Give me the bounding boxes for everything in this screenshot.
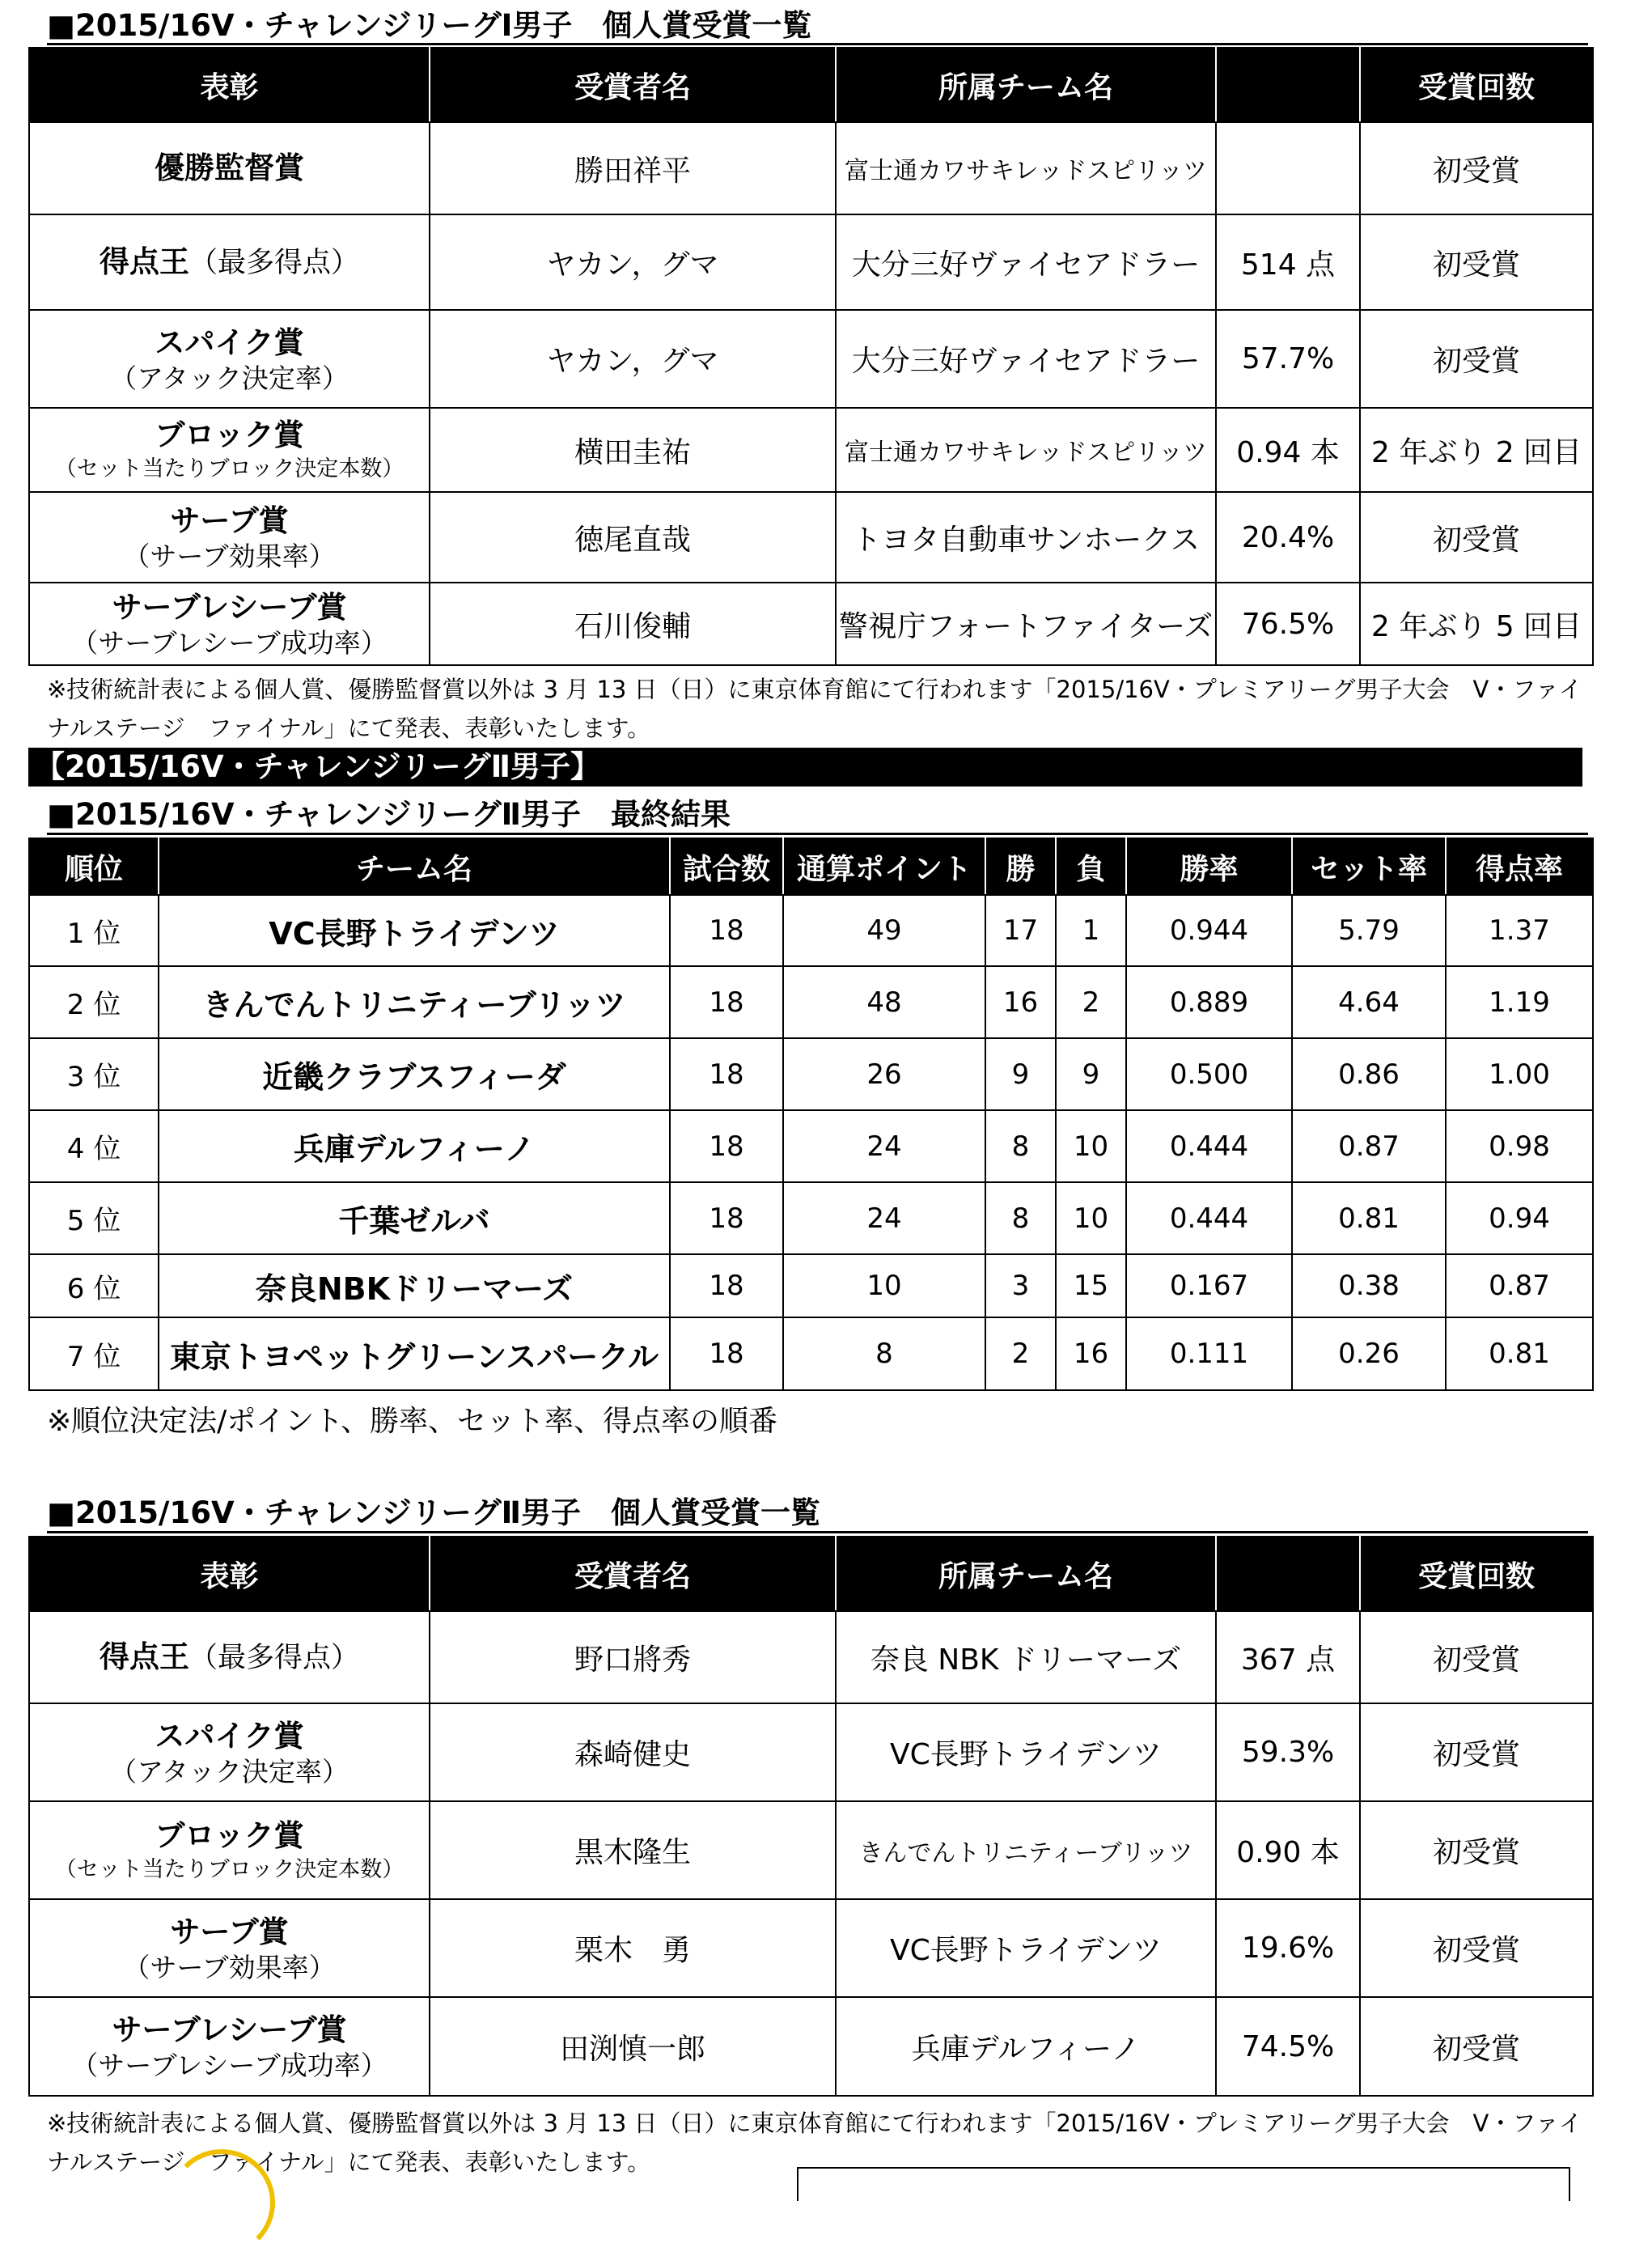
wins: 9 xyxy=(985,1038,1056,1110)
award-cell xyxy=(29,310,430,408)
set-rate: 5.79 xyxy=(1292,895,1446,966)
award-count: 初受賞 xyxy=(1360,1899,1593,1997)
header-team: 所属チーム名 xyxy=(836,1537,1216,1611)
losses: 16 xyxy=(1056,1317,1126,1390)
points: 49 xyxy=(783,895,985,966)
award-name: 得点王 xyxy=(99,1639,189,1674)
award-name-line xyxy=(30,416,429,455)
section3-title: ■2015/16V・チャレンジリーグⅡ男子 個人賞受賞一覧 xyxy=(47,1495,820,1530)
team-name: 兵庫デルフィーノ xyxy=(159,1110,670,1182)
header-count: 受賞回数 xyxy=(1360,1537,1593,1611)
award-name: ブロック賞 xyxy=(155,418,304,452)
standings-row xyxy=(29,1182,1593,1254)
award-name: サーブレシーブ賞 xyxy=(112,2012,347,2047)
header-stat xyxy=(1216,48,1360,122)
award-criteria: （セット当たりブロック決定本数） xyxy=(54,1856,405,1882)
stat-value: 0.90 本 xyxy=(1216,1801,1360,1899)
award-row xyxy=(29,214,1593,310)
team-name: VC長野トライデンツ xyxy=(836,1899,1216,1997)
games: 18 xyxy=(670,966,783,1038)
award-cell xyxy=(29,1997,430,2096)
award-row xyxy=(29,1703,1593,1801)
section3-header-row xyxy=(29,1537,1593,1611)
header-stat xyxy=(1216,1537,1360,1611)
award-cell xyxy=(29,1801,430,1899)
award-row xyxy=(29,122,1593,214)
header-count: 受賞回数 xyxy=(1360,48,1593,122)
award-count: 初受賞 xyxy=(1360,214,1593,310)
standings-row xyxy=(29,1038,1593,1110)
team-name: きんでんトリニティーブリッツ xyxy=(836,1801,1216,1899)
header-win-rate: 勝率 xyxy=(1126,838,1292,895)
point-rate: 0.87 xyxy=(1446,1254,1593,1317)
win-rate: 0.944 xyxy=(1126,895,1292,966)
award-count: 初受賞 xyxy=(1360,492,1593,583)
point-rate: 1.19 xyxy=(1446,966,1593,1038)
award-name-line xyxy=(30,1638,429,1677)
team-name: 奈良NBKドリーマーズ xyxy=(159,1254,670,1317)
team-name: 東京トヨペットグリーンスパークル xyxy=(159,1317,670,1390)
award-name: ブロック賞 xyxy=(155,1817,304,1853)
header-set-rate: セット率 xyxy=(1292,838,1446,895)
stat-value: 0.94 本 xyxy=(1216,408,1360,492)
award-row xyxy=(29,583,1593,665)
wins: 2 xyxy=(985,1317,1056,1390)
section3-award-table xyxy=(28,1536,1594,2097)
award-criteria: （サーブレシーブ成功率） xyxy=(71,627,388,659)
losses: 9 xyxy=(1056,1038,1126,1110)
stat-value: 514 点 xyxy=(1216,214,1360,310)
award-row xyxy=(29,310,1593,408)
award-count: 2 年ぶり 2 回目 xyxy=(1360,408,1593,492)
team-name: 千葉ゼルバ xyxy=(159,1182,670,1254)
wins: 8 xyxy=(985,1110,1056,1182)
point-rate: 0.98 xyxy=(1446,1110,1593,1182)
wins: 8 xyxy=(985,1182,1056,1254)
section2-rule xyxy=(47,833,1588,835)
losses: 15 xyxy=(1056,1254,1126,1317)
header-team: 所属チーム名 xyxy=(836,48,1216,122)
set-rate: 0.38 xyxy=(1292,1254,1446,1317)
logo-fragment xyxy=(168,2149,275,2256)
section3-rule xyxy=(47,1531,1588,1533)
award-name-line xyxy=(30,1817,429,1855)
header-team-name: チーム名 xyxy=(159,838,670,895)
team-name: VC長野トライデンツ xyxy=(159,895,670,966)
recipient-name: 田渕慎一郎 xyxy=(430,1997,836,2096)
award-name: 優勝監督賞 xyxy=(155,151,304,185)
team-name: 近畿クラブスフィーダ xyxy=(159,1038,670,1110)
award-count: 初受賞 xyxy=(1360,1703,1593,1801)
award-count: 初受賞 xyxy=(1360,1611,1593,1703)
award-criteria: （サーブ効果率） xyxy=(123,1951,336,1983)
team-name: きんでんトリニティーブリッツ xyxy=(159,966,670,1038)
header-wins: 勝 xyxy=(985,838,1056,895)
recipient-name: 栗木 勇 xyxy=(430,1899,836,1997)
team-name: 富士通カワサキレッドスピリッツ xyxy=(836,122,1216,214)
award-name: スパイク賞 xyxy=(155,1718,304,1753)
set-rate: 0.81 xyxy=(1292,1182,1446,1254)
losses: 2 xyxy=(1056,966,1126,1038)
recipient-name: 森崎健史 xyxy=(430,1703,836,1801)
header-rank: 順位 xyxy=(29,838,159,895)
losses: 10 xyxy=(1056,1110,1126,1182)
award-criteria: （最多得点） xyxy=(188,246,359,279)
team-name: 大分三好ヴァイセアドラー xyxy=(836,310,1216,408)
award-name: サーブ賞 xyxy=(170,1914,289,1949)
header-award: 表彰 xyxy=(29,1537,430,1611)
header-losses: 負 xyxy=(1056,838,1126,895)
standings-row xyxy=(29,966,1593,1038)
award-name-line xyxy=(30,149,429,188)
award-name: 得点王 xyxy=(99,244,189,279)
wins: 3 xyxy=(985,1254,1056,1317)
point-rate: 1.37 xyxy=(1446,895,1593,966)
recipient-name: ヤカン，グマ xyxy=(430,214,836,310)
section2-title: ■2015/16V・チャレンジリーグⅡ男子 最終結果 xyxy=(47,797,731,832)
points: 8 xyxy=(783,1317,985,1390)
header-award: 表彰 xyxy=(29,48,430,122)
team-name: VC長野トライデンツ xyxy=(836,1703,1216,1801)
award-cell xyxy=(29,1611,430,1703)
award-count: 初受賞 xyxy=(1360,310,1593,408)
section2-note: ※順位決定法/ポイント、勝率、セット率、得点率の順番 xyxy=(47,1405,778,1438)
award-count: 初受賞 xyxy=(1360,122,1593,214)
win-rate: 0.167 xyxy=(1126,1254,1292,1317)
award-cell xyxy=(29,492,430,583)
stat-value: 367 点 xyxy=(1216,1611,1360,1703)
award-count: 初受賞 xyxy=(1360,1997,1593,2096)
section2-banner: 【2015/16V・チャレンジリーグⅡ男子】 xyxy=(28,748,1582,787)
award-name-line xyxy=(30,324,429,363)
award-name: サーブ賞 xyxy=(170,503,289,538)
set-rate: 4.64 xyxy=(1292,966,1446,1038)
section1-award-table xyxy=(28,47,1594,666)
award-name-line xyxy=(30,1913,429,1952)
recipient-name: 黒木隆生 xyxy=(430,1801,836,1899)
wins: 17 xyxy=(985,895,1056,966)
award-cell xyxy=(29,1703,430,1801)
recipient-name: 石川俊輔 xyxy=(430,583,836,665)
games: 18 xyxy=(670,1110,783,1182)
stat-value: 20.4% xyxy=(1216,492,1360,583)
losses: 1 xyxy=(1056,895,1126,966)
stat-value: 57.7% xyxy=(1216,310,1360,408)
rank: 1 位 xyxy=(29,895,159,966)
games: 18 xyxy=(670,1038,783,1110)
section1-header-row xyxy=(29,48,1593,122)
award-name: スパイク賞 xyxy=(155,324,304,360)
point-rate: 0.94 xyxy=(1446,1182,1593,1254)
award-name-line xyxy=(30,502,429,541)
games: 18 xyxy=(670,895,783,966)
standings-row xyxy=(29,1254,1593,1317)
team-name: トヨタ自動車サンホークス xyxy=(836,492,1216,583)
recipient-name: 徳尾直哉 xyxy=(430,492,836,583)
award-count: 2 年ぶり 5 回目 xyxy=(1360,583,1593,665)
standings-row xyxy=(29,1110,1593,1182)
rank: 7 位 xyxy=(29,1317,159,1390)
point-rate: 1.00 xyxy=(1446,1038,1593,1110)
recipient-name: 野口將秀 xyxy=(430,1611,836,1703)
team-name: 大分三好ヴァイセアドラー xyxy=(836,214,1216,310)
stat-value: 76.5% xyxy=(1216,583,1360,665)
header-recipient: 受賞者名 xyxy=(430,48,836,122)
stat-value xyxy=(1216,122,1360,214)
award-count: 初受賞 xyxy=(1360,1801,1593,1899)
header-recipient: 受賞者名 xyxy=(430,1537,836,1611)
header-point-rate: 得点率 xyxy=(1446,838,1593,895)
award-criteria: （アタック決定率） xyxy=(110,1755,349,1787)
rank: 5 位 xyxy=(29,1182,159,1254)
points: 24 xyxy=(783,1182,985,1254)
award-row xyxy=(29,1899,1593,1997)
rank: 4 位 xyxy=(29,1110,159,1182)
award-row xyxy=(29,1801,1593,1899)
award-cell xyxy=(29,122,430,214)
win-rate: 0.111 xyxy=(1126,1317,1292,1390)
rank: 3 位 xyxy=(29,1038,159,1110)
stat-value: 59.3% xyxy=(1216,1703,1360,1801)
wins: 16 xyxy=(985,966,1056,1038)
rank: 6 位 xyxy=(29,1254,159,1317)
box-fragment xyxy=(797,2167,1570,2201)
rank: 2 位 xyxy=(29,966,159,1038)
recipient-name: ヤカン，グマ xyxy=(430,310,836,408)
award-name-line xyxy=(30,588,429,627)
award-name-line xyxy=(30,2011,429,2050)
team-name: 富士通カワサキレッドスピリッツ xyxy=(836,408,1216,492)
recipient-name: 勝田祥平 xyxy=(430,122,836,214)
win-rate: 0.500 xyxy=(1126,1038,1292,1110)
win-rate: 0.444 xyxy=(1126,1182,1292,1254)
points: 48 xyxy=(783,966,985,1038)
stat-value: 74.5% xyxy=(1216,1997,1360,2096)
award-row xyxy=(29,408,1593,492)
team-name: 奈良 NBK ドリーマーズ xyxy=(836,1611,1216,1703)
standings-row xyxy=(29,895,1593,966)
award-criteria: （サーブレシーブ成功率） xyxy=(71,2050,388,2081)
header-games: 試合数 xyxy=(670,838,783,895)
award-name-line xyxy=(30,243,429,282)
points: 10 xyxy=(783,1254,985,1317)
standings-header-row xyxy=(29,838,1593,895)
header-points: 通算ポイント xyxy=(783,838,985,895)
award-cell xyxy=(29,214,430,310)
games: 18 xyxy=(670,1254,783,1317)
award-row xyxy=(29,492,1593,583)
set-rate: 0.86 xyxy=(1292,1038,1446,1110)
award-criteria: （サーブ効果率） xyxy=(123,541,336,572)
award-cell xyxy=(29,408,430,492)
award-name-line xyxy=(30,1717,429,1756)
team-name: 警視庁フォートファイターズ xyxy=(836,583,1216,665)
standings-row xyxy=(29,1317,1593,1390)
recipient-name: 横田圭祐 xyxy=(430,408,836,492)
award-criteria: （アタック決定率） xyxy=(110,362,349,394)
section3-note: ※技術統計表による個人賞、優勝監督賞以外は 3 月 13 日（日）に東京体育館にて行われます「2015/16V・プレミアリーグ男子大会 V・ファイナルステージ ファイナル」にて発表、表彰いたします。 xyxy=(47,2110,1582,2176)
award-row xyxy=(29,1611,1593,1703)
team-name: 兵庫デルフィーノ xyxy=(836,1997,1216,2096)
losses: 10 xyxy=(1056,1182,1126,1254)
award-name: サーブレシーブ賞 xyxy=(112,590,347,625)
point-rate: 0.81 xyxy=(1446,1317,1593,1390)
points: 24 xyxy=(783,1110,985,1182)
win-rate: 0.889 xyxy=(1126,966,1292,1038)
award-cell xyxy=(29,1899,430,1997)
win-rate: 0.444 xyxy=(1126,1110,1292,1182)
award-criteria: （最多得点） xyxy=(188,1641,359,1674)
standings-table xyxy=(28,838,1594,1391)
stat-value: 19.6% xyxy=(1216,1899,1360,1997)
games: 18 xyxy=(670,1182,783,1254)
award-cell xyxy=(29,583,430,665)
section1-rule xyxy=(47,43,1588,45)
award-row xyxy=(29,1997,1593,2096)
set-rate: 0.26 xyxy=(1292,1317,1446,1390)
section1-note: ※技術統計表による個人賞、優勝監督賞以外は 3 月 13 日（日）に東京体育館にて行われます「2015/16V・プレミアリーグ男子大会 V・ファイナルステージ ファイナル」にて発表、表彰いたします。 xyxy=(47,676,1582,742)
award-criteria: （セット当たりブロック決定本数） xyxy=(54,456,405,481)
section1-title: ■2015/16V・チャレンジリーグⅠ男子 個人賞受賞一覧 xyxy=(47,8,812,43)
set-rate: 0.87 xyxy=(1292,1110,1446,1182)
games: 18 xyxy=(670,1317,783,1390)
points: 26 xyxy=(783,1038,985,1110)
